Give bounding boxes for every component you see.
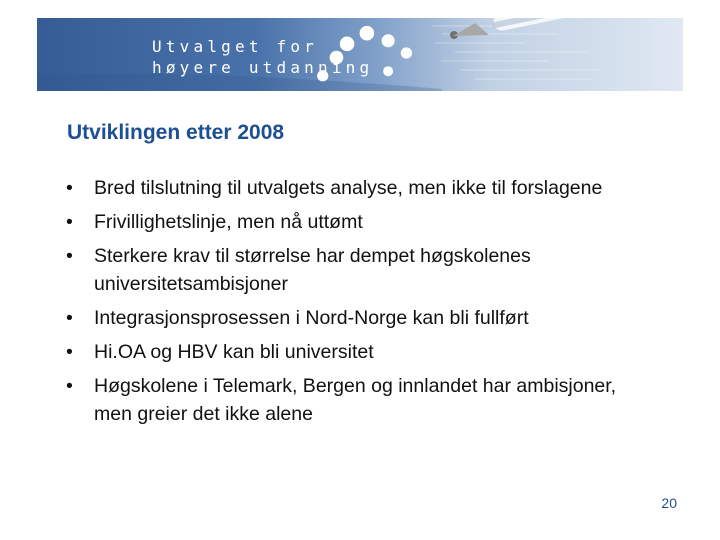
- organization-name-line-2: høyere utdanning: [152, 58, 374, 77]
- bullet-item: • Bred tilslutning til utvalgets analyse, men ikke til forslagene: [66, 174, 641, 202]
- bullet-item: • Frivillighetslinje, men nå uttømt: [66, 208, 641, 236]
- organization-name-line-1: Utvalget for: [152, 37, 318, 56]
- bullet-item: • Sterkere krav til størrelse har dempet høgskolenes universitetsambisjoner: [66, 242, 641, 298]
- bullet-list: [66, 174, 641, 434]
- bullet-item: • Hi.OA og HBV kan bli universitet: [66, 338, 641, 366]
- bullet-item: • Integrasjonsprosessen i Nord-Norge kan bli fullført: [66, 304, 641, 332]
- slide-title: Utviklingen etter 2008: [67, 121, 285, 144]
- organization-name: [152, 36, 373, 78]
- header-banner: [37, 18, 683, 91]
- page-number: 20: [661, 495, 677, 511]
- bullet-item: • Høgskolene i Telemark, Bergen og innlandet har ambisjoner, men greier det ikke alene: [66, 372, 641, 428]
